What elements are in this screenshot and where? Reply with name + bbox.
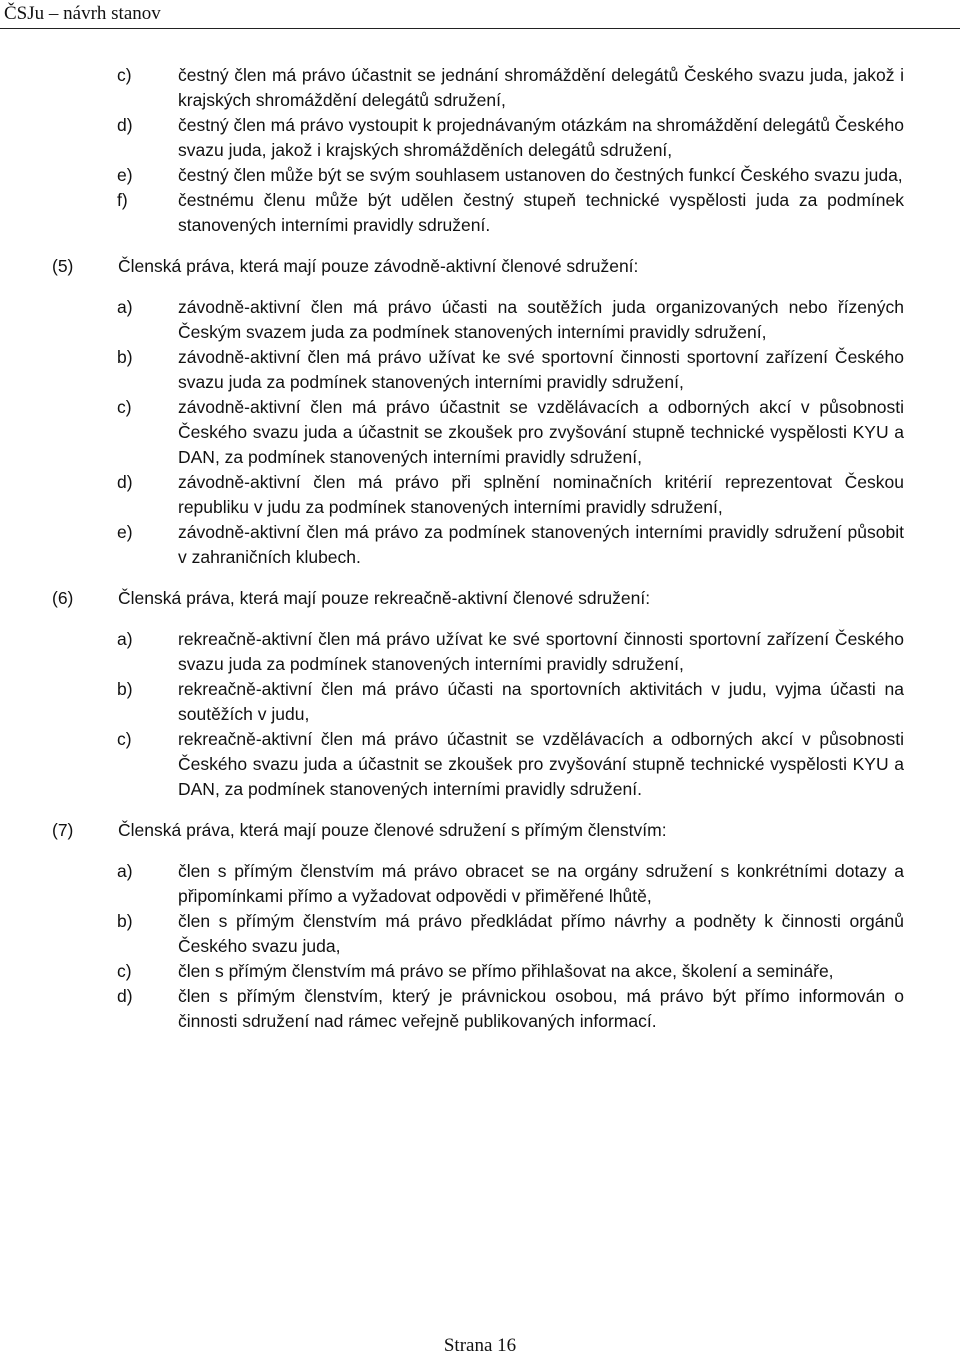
list-item [0, 727, 960, 802]
item-label: a) [117, 861, 133, 881]
item-label: b) [117, 679, 133, 699]
section-heading [0, 818, 960, 843]
section-heading-text: Členská práva, která mají pouze závodně-aktivní členové sdružení: [118, 256, 639, 276]
list-item [0, 395, 960, 470]
item-text: závodně-aktivní člen má právo při splnění nominačních kritérií reprezentovat Českou republiku v judu za podmínek stanovených interními pravidly sdružení, [178, 472, 904, 517]
list-item [0, 909, 960, 959]
section-number: (5) [52, 256, 74, 276]
item-text: závodně-aktivní člen má právo užívat ke své sportovní činnosti sportovní zařízení Českého svazu juda za podmínek stanovených interními pravidly sdružení, [178, 347, 904, 392]
list-item [0, 163, 960, 188]
document-title: ČSJu – návrh stanov [4, 3, 161, 24]
page-header [0, 0, 960, 30]
list-item [0, 984, 960, 1034]
list-item [0, 959, 960, 984]
item-text: člen s přímým členstvím má právo se přímo přihlašovat na akce, školení a semináře, [178, 961, 834, 981]
item-label: e) [117, 522, 133, 542]
section-heading [0, 586, 960, 611]
item-label: c) [117, 397, 132, 417]
section-number: (7) [52, 820, 74, 840]
list-item [0, 470, 960, 520]
item-text: čestnému členu může být udělen čestný stupeň technické vyspělosti juda za podmínek stanovených interními pravidly sdružení. [178, 190, 904, 235]
list-item [0, 677, 960, 727]
document-body [0, 63, 960, 1034]
item-text: čestný člen má právo účastnit se jednání shromáždění delegátů Českého svazu juda, jakož i krajských shromáždění delegátů sdružení, [178, 65, 904, 110]
section-number: (6) [52, 588, 74, 608]
page-number: Strana 16 [443, 1335, 517, 1356]
list-item [0, 188, 960, 238]
item-text: člen s přímým členstvím má právo předkládat přímo návrhy a podněty k činnosti orgánů Českého svazu juda, [178, 911, 904, 956]
list-item [0, 113, 960, 163]
item-label: d) [117, 986, 133, 1006]
item-label: b) [117, 347, 133, 367]
item-text: rekreačně-aktivní člen má právo účastnit se vzdělávacích a odborných akcí v působnosti Českého svazu juda a účastnit se zkoušek pro zvyšování stupně technické vyspělosti KYU a DAN, za podmínek stanovených interními pravidly sdružení. [178, 729, 904, 799]
item-text: čestný člen má právo vystoupit k projednávaným otázkám na shromáždění delegátů Českého svazu juda, jakož i krajských shromážděních delegátů sdružení, [178, 115, 904, 160]
section-heading-text: Členská práva, která mají pouze členové sdružení s přímým členstvím: [118, 820, 667, 840]
item-label: a) [117, 297, 133, 317]
item-label: f) [117, 190, 128, 210]
item-label: c) [117, 961, 132, 981]
list-item [0, 345, 960, 395]
page-footer [0, 1335, 960, 1357]
list-item [0, 859, 960, 909]
item-label: c) [117, 65, 132, 85]
item-label: d) [117, 115, 133, 135]
item-text: závodně-aktivní člen má právo účasti na soutěžích juda organizovaných nebo řízených Českým svazem juda za podmínek stanovených interními pravidly sdružení, [178, 297, 904, 342]
header-divider [0, 28, 960, 29]
list-item [0, 63, 960, 113]
list-item [0, 295, 960, 345]
section-heading-text: Členská práva, která mají pouze rekreačně-aktivní členové sdružení: [118, 588, 651, 608]
item-label: a) [117, 629, 133, 649]
item-text: člen s přímým členstvím, který je právnickou osobou, má právo být přímo informován o činnosti sdružení nad rámec veřejně publikovaných informací. [178, 986, 904, 1031]
item-text: závodně-aktivní člen má právo účastnit se vzdělávacích a odborných akcí v působnosti Českého svazu juda a účastnit se zkoušek pro zvyšování stupně technické vyspělosti KYU a DAN, za podmínek stanovených interními pravidly sdružení, [178, 397, 904, 467]
item-label: e) [117, 165, 133, 185]
item-text: člen s přímým členstvím má právo obracet se na orgány sdružení s konkrétními dotazy a připomínkami přímo a vyžadovat odpovědi v přiměřené lhůtě, [178, 861, 904, 906]
list-item [0, 627, 960, 677]
item-label: c) [117, 729, 132, 749]
item-label: b) [117, 911, 133, 931]
item-text: rekreačně-aktivní člen má právo užívat ke své sportovní činnosti sportovní zařízení Českého svazu juda za podmínek stanovených interními pravidly sdružení, [178, 629, 904, 674]
list-item [0, 520, 960, 570]
section-heading [0, 254, 960, 279]
item-text: rekreačně-aktivní člen má právo účasti na sportovních aktivitách v judu, vyjma účasti na soutěžích v judu, [178, 679, 904, 724]
item-label: d) [117, 472, 133, 492]
item-text: závodně-aktivní člen má právo za podmínek stanovených interními pravidly sdružení působit v zahraničních klubech. [178, 522, 904, 567]
item-text: čestný člen může být se svým souhlasem ustanoven do čestných funkcí Českého svazu juda, [178, 165, 903, 185]
